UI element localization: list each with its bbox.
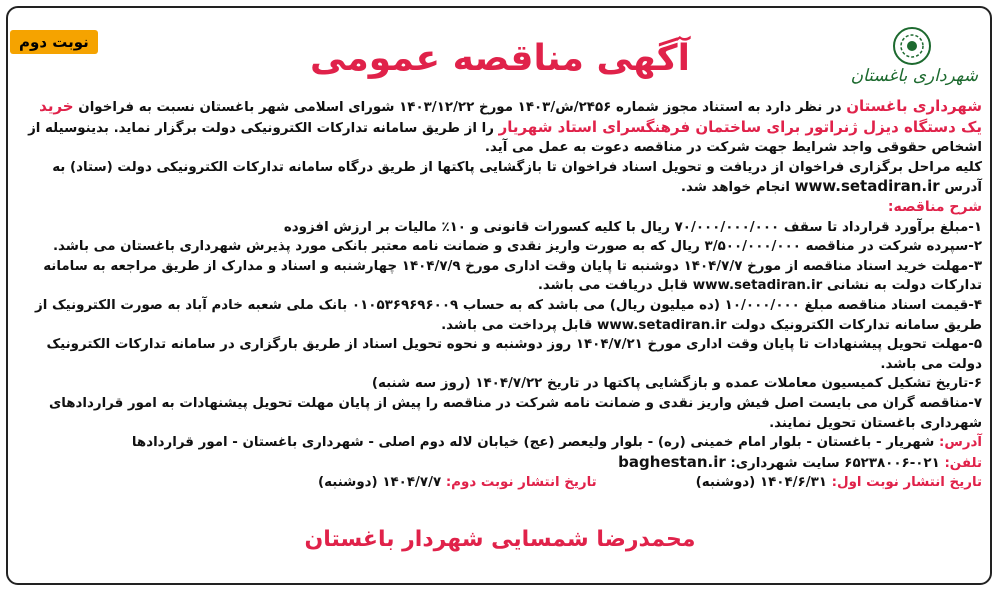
item-7: ۷-مناقصه گران می بایست اصل فیش واریز نقدی و ضمانت نامه شرکت در مناقصه را پیش از پایان مهلت تحویل پیشنهادات به امور قراردادهای شهرداری باغستان تحویل نمایند.	[48, 395, 982, 431]
publication-dates	[18, 473, 982, 493]
intro-paragraph	[18, 97, 982, 158]
pub1-label: تاریخ انتشار نوبت اول:	[831, 475, 982, 491]
item-2: ۲-سپرده شرکت در مناقصه ۳/۵۰۰/۰۰۰/۰۰۰ ریال که به صورت واریز نقدی و ضمانت نامه معتبر بانکی مورد پذیرش شهرداری باغستان می باشد.	[52, 239, 982, 255]
address-line	[18, 433, 982, 453]
phone-text: ۰۲۱-۶۵۲۳۸۰۰۶ سایت شهرداری:	[725, 455, 945, 471]
page-title: آگهی مناقصه عمومی	[310, 38, 690, 79]
pub2-date: ۱۴۰۴/۷/۷ (دوشنبه)	[318, 475, 446, 491]
process-paragraph	[18, 158, 982, 198]
intro-text-2: را از طریق سامانه تدارکات الکترونیکی دولت برگزار نماید. بدینوسیله از اشخاص حقوقی واجد شرایط جهت شرکت در مناقصه دعوت به عمل می آید.	[28, 120, 982, 156]
process-text: کلیه مراحل برگزاری فراخوان از دریافت و تحویل اسناد فراخوان تا بازگشایی پاکتها از طریق درگاه سامانه تدارکات الکترونیکی دولت (ستاد) به آدرس	[52, 159, 982, 196]
pub2-label: تاریخ انتشار نوبت دوم:	[445, 475, 597, 491]
municipality-logo	[848, 26, 978, 96]
phone-line	[18, 453, 982, 474]
signer-name: محمدرضا شمسایی شهردار باغستان	[304, 527, 696, 552]
item-1: ۱-مبلغ برآورد قرارداد تا سقف ۷۰/۰۰۰/۰۰۰/۰۰۰ ریال با کلیه کسورات قانونی و ۱۰٪ مالیات بر ارزش افزوده	[283, 219, 982, 235]
item-6: ۶-تاریخ تشکیل کمیسیون معاملات عمده و بازگشایی پاکتها در تاریخ ۱۴۰۴/۷/۲۲ (روز سه شنبه)	[371, 376, 982, 392]
items-header: شرح مناقصه:	[887, 198, 982, 215]
process-tail: انجام خواهد شد.	[680, 180, 795, 196]
pub1-date: ۱۴۰۴/۶/۳۱ (دوشنبه)	[695, 475, 832, 491]
setadiran-link[interactable]: www.setadiran.ir	[794, 177, 940, 196]
address-label: آدرس:	[938, 435, 982, 451]
municipality-emblem-icon	[892, 26, 932, 66]
item-5: ۵-مهلت تحویل پیشنهادات تا پایان وقت اداری مورخ ۱۴۰۴/۷/۲۱ روز دوشنبه و نحوه تحویل اسناد از طریق بارگزاری در سامانه تدارکات الکترونیک دولت می باشد.	[46, 337, 982, 372]
pub-first	[696, 473, 982, 493]
item-4: ۴-قیمت اسناد مناقصه مبلغ ۱۰/۰۰۰/۰۰۰ (ده میلیون ریال) می باشد که به حساب ۰۱۰۵۳۶۹۶۹۶۰۰۹ بانک ملی شعبه خادم آباد به صورت الکترونیک از طریق سامانه تدارکات الکترونیک دولت www.setadiran.ir قابل پرداخت می باشد.	[34, 297, 982, 333]
round-badge: نوبت دوم	[10, 30, 98, 54]
intro-text: در نظر دارد به استناد مجوز شماره ۲۴۵۶/ش/۱۴۰۳ مورخ ۱۴۰۳/۱۲/۲۲ شورای اسلامی شهر باغستان نسبت به فراخوان	[73, 100, 847, 115]
notice-body	[18, 97, 982, 493]
org-name: شهرداری باغستان	[846, 97, 982, 115]
address-text: شهریار - باغستان - بلوار امام خمینی (ره) - بلوار ولیعصر (عج) خیابان لاله دوم اصلی - شهرداری باغستان - امور قراردادها	[131, 435, 939, 451]
pub-second	[318, 473, 597, 493]
site-link[interactable]: baghestan.ir	[618, 452, 726, 471]
item-3: ۳-مهلت خرید اسناد مناقصه از مورخ ۱۴۰۴/۷/۷ دوشنبه تا پایان وقت اداری مورخ ۱۴۰۴/۷/۹ چهارشنبه و اسناد و مدارک از طریق مراجعه به سامانه تدارکات دولت به نشانی www.setadiran.ir قابل دریافت می باشد.	[43, 258, 982, 294]
phone-label: تلفن:	[944, 455, 982, 471]
tender-subject: خرید یک دستگاه دیزل ژنراتور برای ساختمان فرهنگسرای استاد شهریار	[39, 97, 982, 136]
logo-text: شهرداری باغستان	[850, 66, 978, 86]
